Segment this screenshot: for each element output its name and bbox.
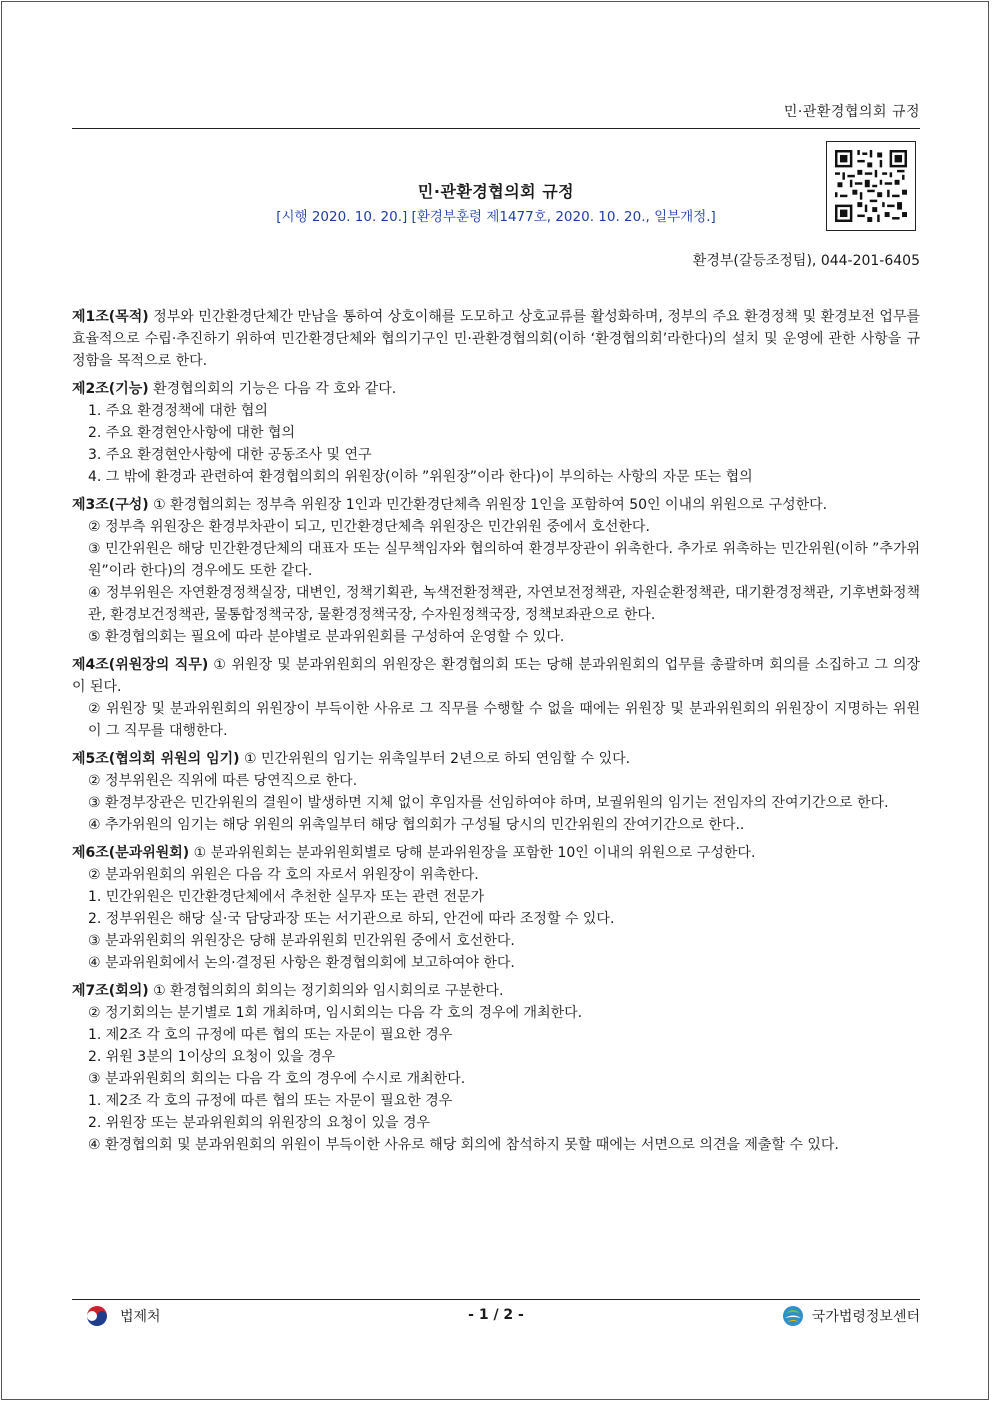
- page-number: - 1 / 2 -: [468, 1307, 524, 1323]
- list-item: 2. 위원 3분의 1이상의 요청이 있을 경우: [88, 1049, 336, 1065]
- article-text: ① 민간위원의 임기는 위촉일부터 2년으로 하되 연임할 수 있다.: [239, 751, 631, 767]
- law-center-logo-icon: [782, 1305, 804, 1327]
- article-text: ① 위원장 및 분과위원회의 위원장은 환경협의회 또는 당해 분과위원회의 업무를 총괄하며 회의를 소집하고 그 의장이 된다.: [72, 657, 920, 695]
- list-item: 1. 제2조 각 호의 규정에 따른 협의 또는 자문이 필요한 경우: [88, 1093, 453, 1109]
- running-title: 민·관환경협의회 규정: [783, 104, 920, 120]
- article-heading: 제2조(기능): [72, 381, 149, 397]
- paragraph: ④ 추가위원의 임기는 해당 위원의 위촉일부터 해당 협의회가 구성될 당시의 민간위원의 잔여기간으로 한다..: [88, 817, 745, 833]
- article-6: [72, 842, 920, 974]
- article-2: [72, 378, 920, 488]
- paragraph: ③ 민간위원은 해당 민간환경단체의 대표자 또는 실무책임자와 협의하여 환경부장관이 위촉한다. 추가로 위촉하는 민간위원(이하 ”추가위원”이라 한다)의 경우에도 또한 같다.: [88, 541, 920, 579]
- footer-left-label: 법제처: [120, 1309, 161, 1325]
- paragraph: ⑤ 환경협의회는 필요에 따라 분야별로 분과위원회를 구성하여 운영할 수 있다.: [88, 629, 565, 645]
- paragraph: ③ 분과위원회의 회의는 다음 각 호의 경우에 수시로 개최한다.: [88, 1071, 466, 1087]
- paragraph: ④ 분과위원회에서 논의·결정된 사항은 환경협의회에 보고하여야 한다.: [88, 955, 515, 971]
- article-3: [72, 494, 920, 648]
- article-text: 정부와 민간환경단체간 만남을 통하여 상호이해를 도모하고 상호교류를 활성화하며, 정부의 주요 환경정책 및 환경보전 업무를 효율적으로 수립·추진하기 위하여 민간환경단체와 협의기구인 민·관환경협의회(이하 ‘환경협의회’라한다)의 설치 및 운영에 관한 사항을 규정함을 목적으로 한다.: [72, 309, 920, 369]
- article-5: [72, 748, 920, 836]
- article-1: [72, 306, 920, 372]
- article-heading: 제1조(목적): [72, 309, 149, 325]
- article-text: 환경협의회의 기능은 다음 각 호와 같다.: [148, 381, 397, 397]
- regulation-body: [72, 306, 920, 1162]
- paragraph: ④ 정부위원은 자연환경정책실장, 대변인, 정책기획관, 녹색전환정책관, 자연보전정책관, 자원순환정책관, 대기환경정책관, 기후변화정책관, 환경보건정책관, 물통합정책국장, 물환경정책국장, 수자원정책국장, 정책보좌관으로 한다.: [88, 585, 920, 623]
- paragraph: ④ 환경협의회 및 분과위원회의 위원이 부득이한 사유로 해당 회의에 참석하지 못할 때에는 서면으로 의견을 제출할 수 있다.: [88, 1137, 839, 1153]
- footer-rule: [72, 1299, 920, 1300]
- footer-right[interactable]: [782, 1305, 920, 1327]
- paragraph: ② 위원장 및 분과위원회의 위원장이 부득이한 사유로 그 직무를 수행할 수 없을 때에는 위원장 및 분과위원회의 위원장이 지명하는 위원이 그 직무를 대행한다.: [88, 701, 920, 739]
- list-item: 2. 주요 환경현안사항에 대한 협의: [88, 425, 295, 441]
- enforcement-info: [시행 2020. 10. 20.] [환경부훈령 제1477호, 2020. 10. 20., 일부개정.]: [276, 209, 716, 225]
- paragraph: ② 정기회의는 분기별로 1회 개최하며, 임시회의는 다음 각 호의 경우에 개최한다.: [88, 1005, 583, 1021]
- paragraph: ② 정부측 위원장은 환경부차관이 되고, 민간환경단체측 위원장은 민간위원 중에서 호선한다.: [88, 519, 650, 535]
- article-heading: 제3조(구성): [72, 497, 149, 513]
- article-text: ① 환경협의회는 정부측 위원장 1인과 민간환경단체측 위원장 1인을 포함하여 50인 이내의 위원으로 구성한다.: [148, 497, 828, 513]
- list-item: 3. 주요 환경현안사항에 대한 공동조사 및 연구: [88, 447, 372, 463]
- article-heading: 제6조(분과위원회): [72, 845, 190, 861]
- list-item: 1. 제2조 각 호의 규정에 따른 협의 또는 자문이 필요한 경우: [88, 1027, 453, 1043]
- list-item: 2. 위원장 또는 분과위원회의 위원장의 요청이 있을 경우: [88, 1115, 431, 1131]
- footer-right-label: 국가법령정보센터: [811, 1309, 920, 1325]
- article-heading: 제7조(회의): [72, 983, 149, 999]
- paragraph: ③ 환경부장관은 민간위원의 결원이 발생하면 지체 없이 후임자를 선임하여야 하며, 보궐위원의 임기는 전임자의 잔여기간으로 한다.: [88, 795, 889, 811]
- list-item: 1. 민간위원은 민간환경단체에서 추천한 실무자 또는 관련 전문가: [88, 889, 485, 905]
- list-item: 4. 그 밖에 환경과 관련하여 환경협의회의 위원장(이하 ”위원장”이라 한다)이 부의하는 사항의 자문 또는 협의: [88, 469, 753, 485]
- article-text: ① 분과위원회는 분과위원회별로 당해 분과위원장을 포함한 10인 이내의 위원으로 구성한다.: [189, 845, 756, 861]
- header-rule: [72, 128, 920, 129]
- ministry-contact: 환경부(갈등조정팀), 044-201-6405: [692, 253, 920, 269]
- paragraph: ③ 분과위원회의 위원장은 당해 분과위원회 민간위원 중에서 호선한다.: [88, 933, 515, 949]
- article-heading: 제5조(협의회 위원의 임기): [72, 751, 240, 767]
- article-4: [72, 654, 920, 742]
- paragraph: ② 정부위원은 직위에 따른 당연직으로 한다.: [88, 773, 358, 789]
- list-item: 2. 정부위원은 해당 실·국 담당과장 또는 서기관으로 하되, 안건에 따라 조정할 수 있다.: [88, 911, 615, 927]
- article-heading: 제4조(위원장의 직무): [72, 657, 209, 673]
- document-title: 민·관환경협의회 규정: [417, 182, 575, 201]
- paragraph: ② 분과위원회의 위원은 다음 각 호의 자로서 위원장이 위촉한다.: [88, 867, 479, 883]
- article-text: ① 환경협의회의 회의는 정기회의와 임시회의로 구분한다.: [148, 983, 504, 999]
- list-item: 1. 주요 환경정책에 대한 협의: [88, 403, 268, 419]
- article-7: [72, 980, 920, 1156]
